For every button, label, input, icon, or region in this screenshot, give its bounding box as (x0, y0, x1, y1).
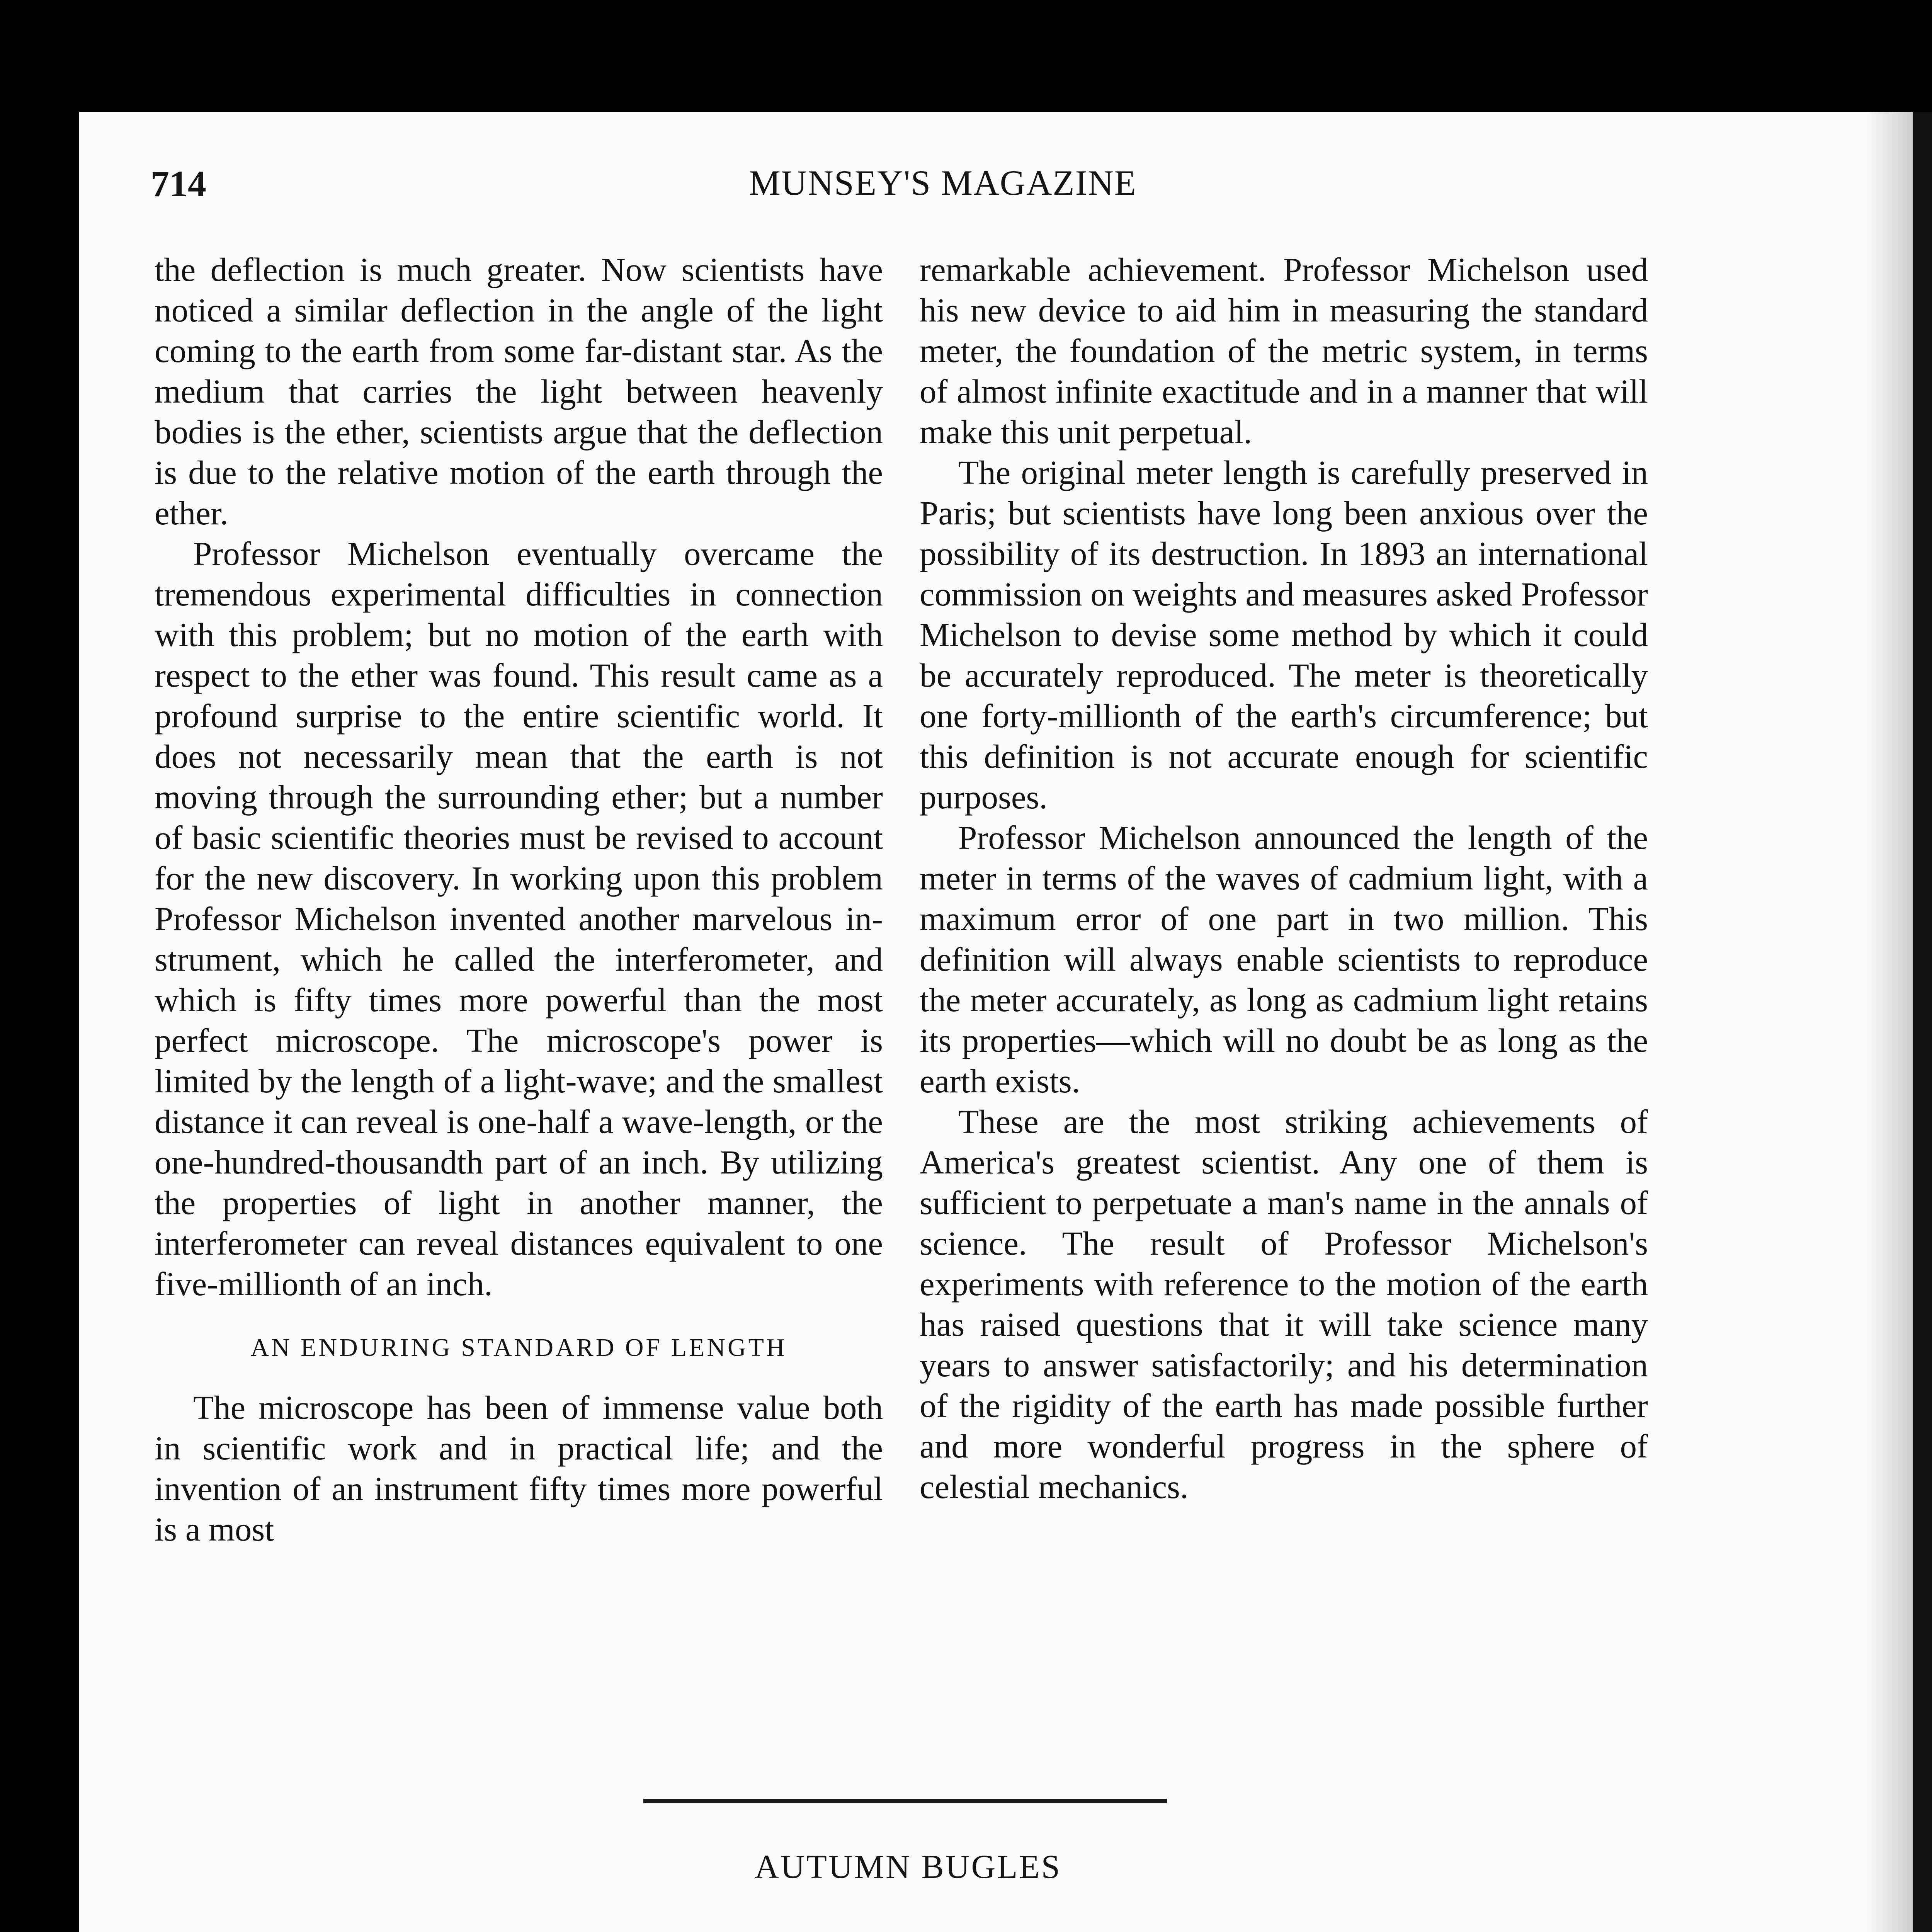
paragraph: The microscope has been of immense value both in scientific work and in practical life; and the invention of an instrument fifty times more powerful is a most (155, 1389, 883, 1548)
gutter-shadow (1866, 112, 1913, 1932)
paragraph: These are the most striking achievements of America's greatest scientist. Any one of them is sufficient to perpetuate a man's name in the annals of science. The result of Professor Michelson's experiments with reference to the motion of the earth has raised questions that it will take science many years to answer satisfactorily; and his determination of the rigidity of the earth has made possible further and more wonderful progress in the sphere of celestial mechanics. (920, 1103, 1648, 1505)
running-header (151, 162, 1735, 220)
article-column-left (155, 249, 883, 1549)
section-divider-rule (643, 1799, 1167, 1803)
paragraph: the deflection is much greater. Now scientists have noticed a similar deflection in the angle of the light coming to the earth from some far-distant star. As the medium that carries the light between heavenly bodies is the ether, scientists argue that the deflection is due to the relative motion of the earth through the ether. (155, 251, 883, 532)
poem-title: AUTUMN BUGLES (755, 1848, 1061, 1885)
adjacent-page-edge (1913, 112, 1932, 1932)
paragraph: Professor Michelson announced the length of the meter in terms of the waves of cadmium light, with a maximum error of one part in two million. This definition will always enable scientists to reproduce the meter accurately, as long as cadmium light retains its properties—which will no doubt be as long as the earth exists. (920, 819, 1648, 1100)
paragraph: remarkable achievement. Professor Michelson used his new device to aid him in measuring the standard meter, the foundation of the metric system, in terms of almost infinite exactitude and in a manner that will make this unit perpetual. (920, 251, 1648, 451)
paragraph: Professor Michelson eventually overcame the tremendous experimental difficulties in connection with this problem; but no motion of the earth with respect to the ether was found. This result came as a profound surprise to the entire scientific world. It does not necessarily mean that the earth is not moving through the surrounding ether; but a number of basic scientific theories must be revised to account for the new discovery. In working upon this problem Professor Michelson invented another marvelous instrument, which he called the interferometer, and which is fifty times more powerful than the most perfect microscope. The microscope's power is limited by the length of a light-wave; and the smallest distance it can reveal is one-half a wave-length, or the one-hundred-thousandth part of an inch. By utilizing the properties of light in another manner, the interferometer can reveal distances equivalent to one five-millionth of an inch. (155, 535, 883, 1303)
article-column-right (920, 249, 1648, 1507)
magazine-title: MUNSEY'S MAGAZINE (749, 163, 1137, 202)
page-number: 714 (151, 163, 206, 204)
section-subheading: AN ENDURING STANDARD OF LENGTH (250, 1333, 787, 1362)
paragraph: The original meter length is carefully preserved in Paris; but scientists have long been anxious over the possibility of its destruction. In 1893 an international commission on weights and measures asked Professor Michelson to devise some method by which it could be accurately reproduced. The meter is theoretically one forty-millionth of the earth's circumference; but this definition is not accurate enough for scientific purposes. (920, 454, 1648, 816)
